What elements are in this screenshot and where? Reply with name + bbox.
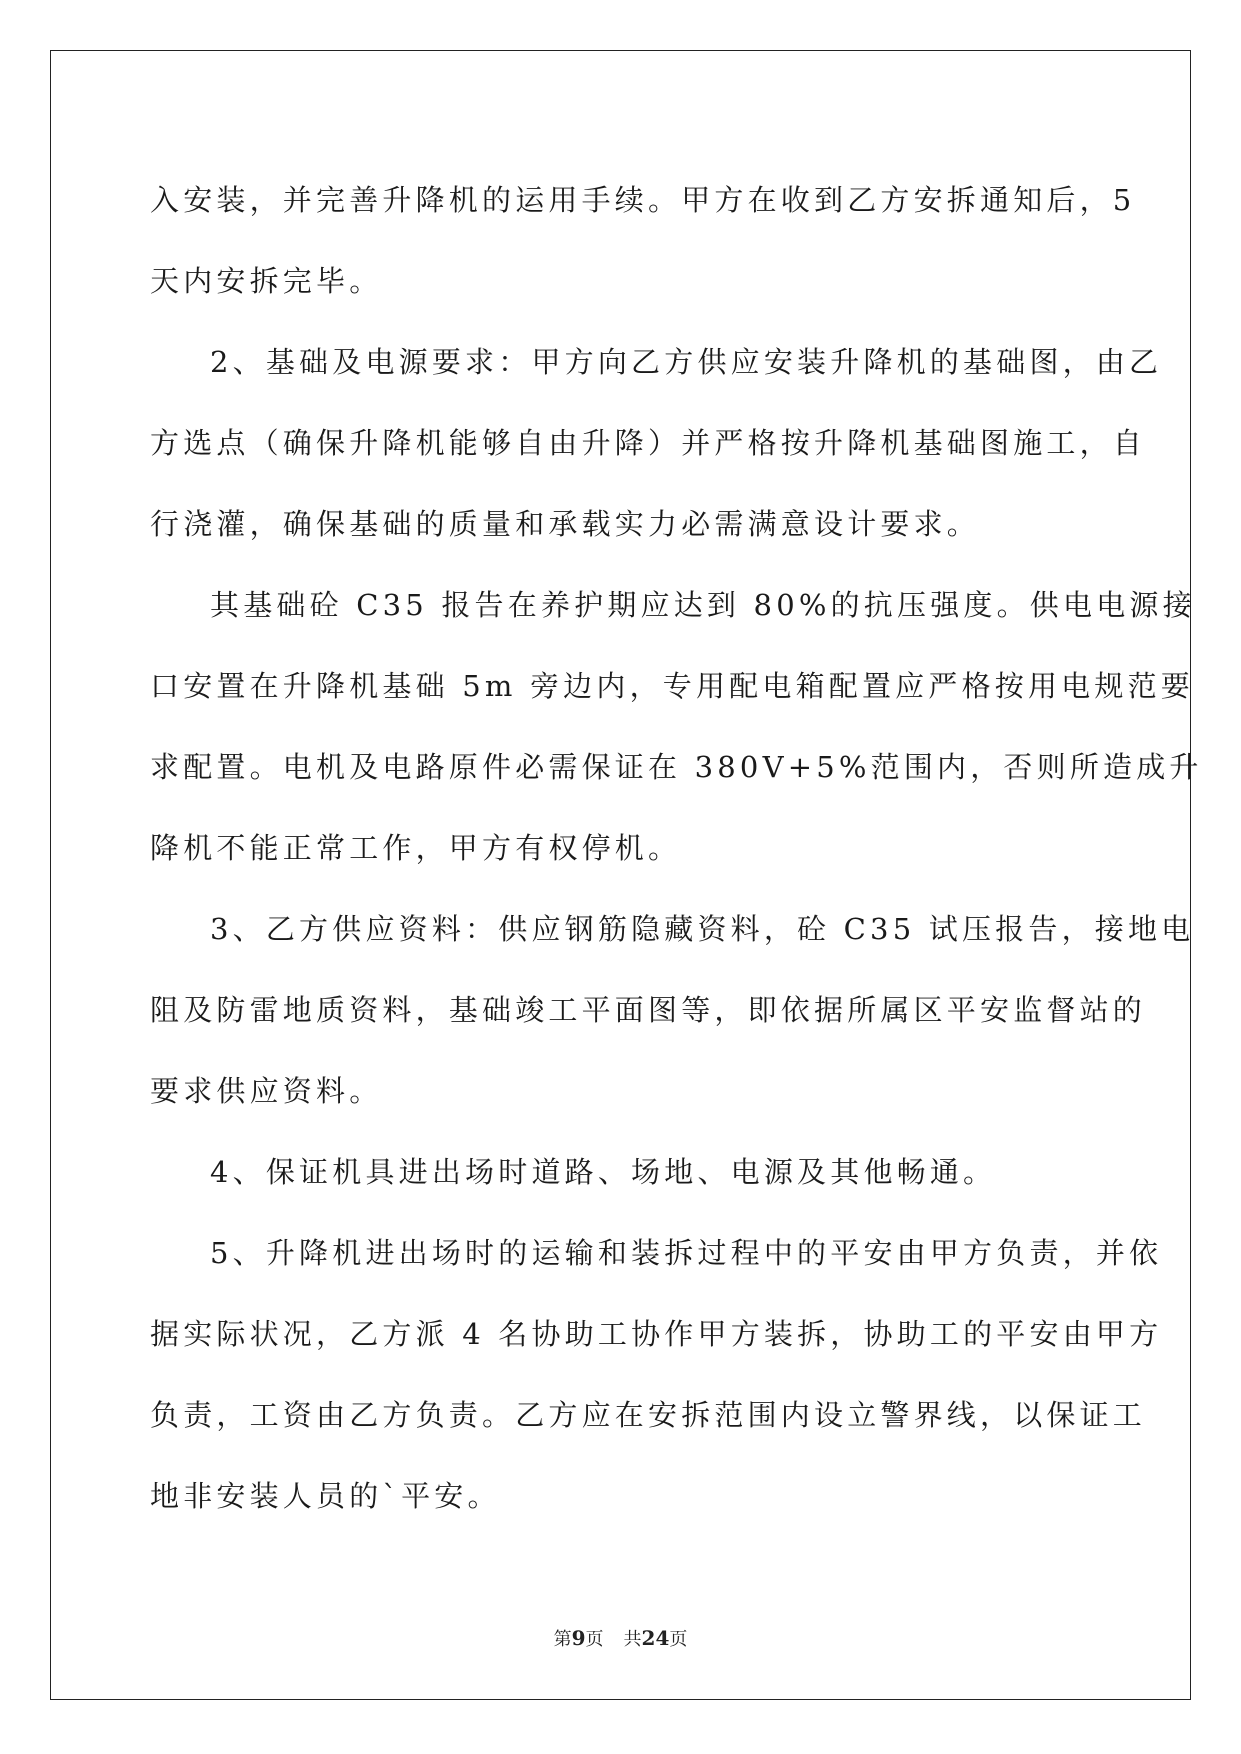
paragraph-item-3 [150,889,1195,1132]
document-body [150,160,1203,1537]
text-line: 负责，工资由乙方负责。乙方应在安拆范围内设立警界线，以保证工 [150,1398,1147,1432]
text-line: 5、升降机进出场时的运输和装拆过程中的平安由甲方负责，并依 [210,1236,1163,1270]
text-line: 天内安拆完毕。 [150,264,383,298]
text-line: 要求供应资料。 [150,1074,383,1108]
page-suffix: 页 [585,1629,604,1650]
paragraph-item-2 [150,322,1163,565]
text-line: 4、保证机具进出场时道路、场地、电源及其他畅通。 [210,1155,997,1189]
page-prefix: 第 [553,1629,572,1650]
text-line: 口安置在升降机基础 5m 旁边内，专用配电箱配置应严格按用电规范要 [150,669,1194,703]
page-footer [0,1625,1241,1651]
page-number-current: 9 [571,1626,586,1650]
paragraph-continued [150,160,1136,322]
text-line: 求配置。电机及电路原件必需保证在 380V+5%范围内，否则所造成升 [150,750,1203,784]
text-line: 2、基础及电源要求：甲方向乙方供应安装升降机的基础图，由乙 [210,345,1163,379]
text-line: 地非安装人员的`平安。 [150,1479,501,1513]
text-line: 其基础砼 C35 报告在养护期应达到 80%的抗压强度。供电电源接 [210,588,1196,622]
paragraph-foundation [150,565,1203,889]
paragraph-item-4 [150,1132,1090,1213]
page-number-total: 24 [641,1626,670,1650]
text-line: 方选点（确保升降机能够自由升降）并严格按升降机基础图施工，自 [150,426,1147,460]
paragraph-item-5 [150,1213,1163,1537]
text-line: 行浇灌，确保基础的质量和承载实力必需满意设计要求。 [150,507,981,541]
text-line: 据实际状况，乙方派 4 名协助工协作甲方装拆，协助工的平安由甲方 [150,1317,1163,1351]
text-line: 3、乙方供应资料：供应钢筋隐藏资料，砼 C35 试压报告，接地电 [210,912,1195,946]
text-line: 入安装，并完善升降机的运用手续。甲方在收到乙方安拆通知后，5 [150,183,1136,217]
total-prefix: 共 [623,1629,642,1650]
text-line: 阻及防雷地质资料，基础竣工平面图等，即依据所属区平安监督站的 [150,993,1147,1027]
total-suffix: 页 [669,1629,688,1650]
text-line: 降机不能正常工作，甲方有权停机。 [150,831,682,865]
